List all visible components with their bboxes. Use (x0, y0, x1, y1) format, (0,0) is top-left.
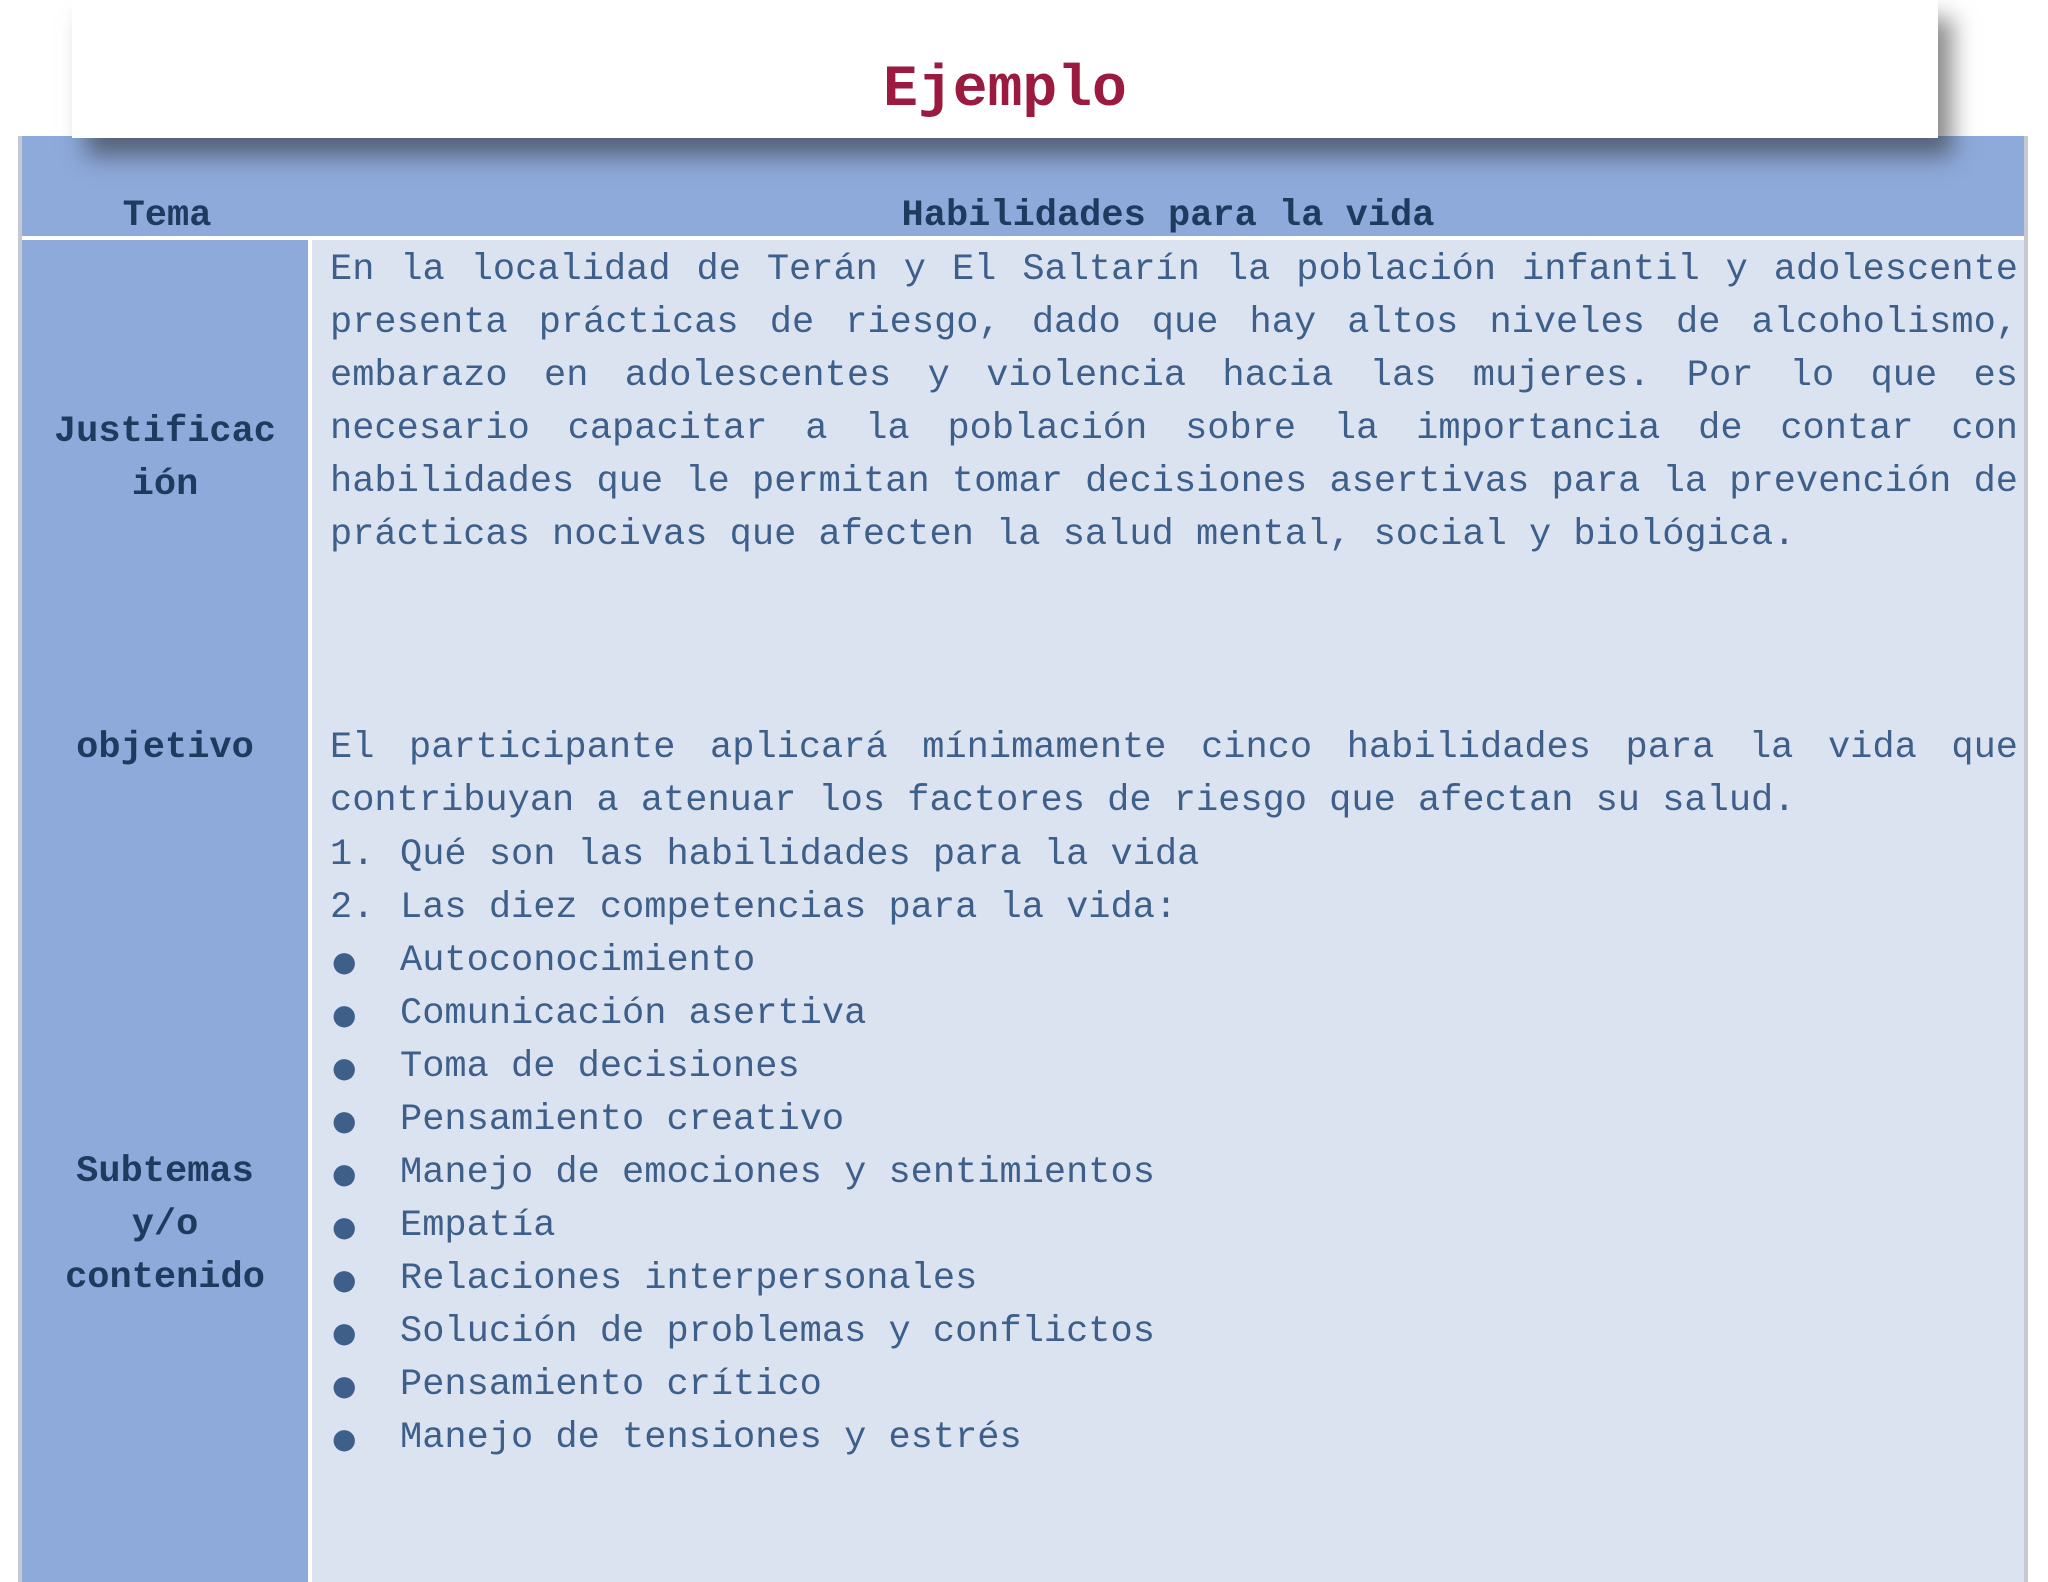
bullet-text: Pensamiento crítico (400, 1364, 822, 1406)
bullet-item (330, 1412, 2018, 1465)
bullet-item (330, 1094, 2018, 1147)
bullet-item (330, 1200, 2018, 1253)
objetivo-text: El participante aplicará mínimamente cinco habilidades para la vida que contribuyan a atenuar los factores de riesgo que afectan su salud. (330, 727, 2018, 822)
bullet-text: Manejo de emociones y sentimientos (400, 1152, 1155, 1194)
item-text: Las diez competencias para la vida: (400, 887, 1178, 929)
numbered-item (330, 829, 2018, 882)
bullet-icon: ● (332, 1369, 357, 1402)
bullet-item (330, 1147, 2018, 1200)
topic-table (18, 136, 2028, 1582)
page-title: Ejemplo (883, 58, 1127, 123)
bullet-item (330, 935, 2018, 988)
bullet-icon: ● (332, 1263, 357, 1296)
subtemas-label: Subtemas y/o contenido (65, 1151, 265, 1299)
bullet-icon: ● (332, 1104, 357, 1137)
bullet-item (330, 1359, 2018, 1412)
bullet-icon: ● (332, 945, 357, 978)
bullet-text: Comunicación asertiva (400, 993, 867, 1035)
bullet-text: Toma de decisiones (400, 1046, 800, 1088)
bullet-text: Empatía (400, 1205, 556, 1247)
bullet-icon: ● (332, 998, 357, 1031)
bullet-text: Relaciones interpersonales (400, 1258, 978, 1300)
header-tema-label: Tema (122, 195, 212, 237)
subtemas-list (330, 829, 2018, 1465)
bullet-list (330, 935, 2018, 1465)
bullet-item (330, 1041, 2018, 1094)
item-number: 1. (330, 834, 375, 876)
header-topic-title: Habilidades para la vida (901, 195, 1435, 237)
bullet-text: Autoconocimiento (400, 940, 756, 982)
bullet-icon: ● (332, 1157, 357, 1190)
bullet-icon: ● (332, 1316, 357, 1349)
bullet-text: Manejo de tensiones y estrés (400, 1417, 1022, 1459)
justificacion-label: Justificac ión (53, 411, 277, 506)
title-banner (72, 0, 1938, 138)
bullet-item (330, 988, 2018, 1041)
bullet-text: Solución de problemas y conflictos (400, 1311, 1155, 1353)
item-number: 2. (330, 887, 375, 929)
justificacion-text: En la localidad de Terán y El Saltarín la población infantil y adolescente presenta prácticas de riesgo, dado que hay altos niveles de alcoholismo, embarazo en adolescentes y violencia hacia las mujeres. Por lo que es necesario capacitar a la población sobre la importancia de contar con habilidades que le permitan tomar decisiones asertivas para la prevención de prácticas nocivas que afecten la salud mental, social y biológica. (330, 249, 2018, 556)
bullet-icon: ● (332, 1422, 357, 1455)
numbered-item (330, 882, 2018, 935)
item-text: Qué son las habilidades para la vida (400, 834, 1200, 876)
table-header-row (22, 136, 2024, 240)
bullet-text: Pensamiento creativo (400, 1099, 845, 1141)
bullet-icon: ● (332, 1051, 357, 1084)
bullet-item (330, 1253, 2018, 1306)
bullet-icon: ● (332, 1210, 357, 1243)
numbered-list (330, 829, 2018, 935)
bullet-item (330, 1306, 2018, 1359)
objetivo-label: objetivo (76, 727, 254, 769)
